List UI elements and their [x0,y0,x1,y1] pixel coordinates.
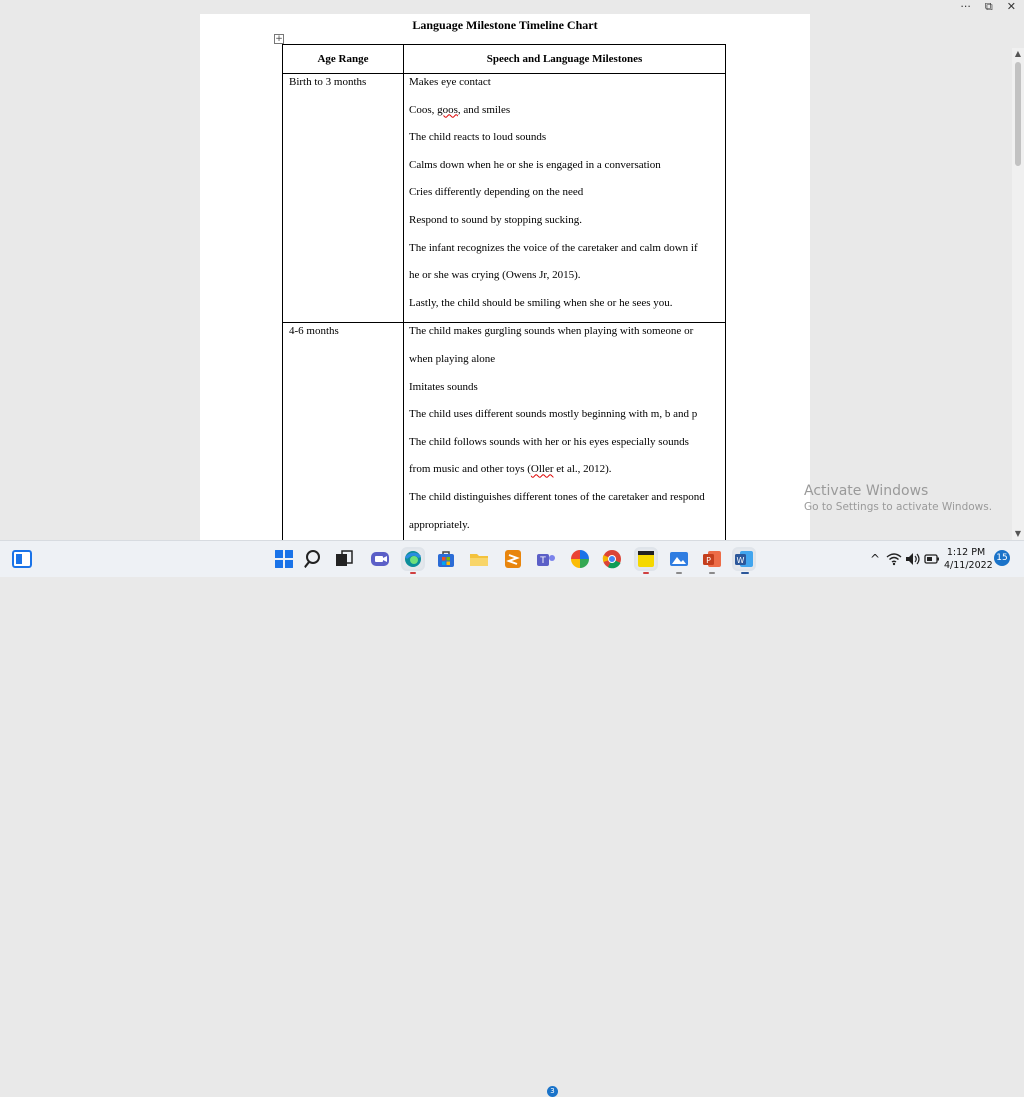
milestone-line: The child distinguishes different tones of the caretaker and respond [409,490,705,503]
milestones-table [282,44,726,540]
photos-icon[interactable] [669,549,689,569]
header-milestones: Speech and Language Milestones [404,45,726,74]
milestone-line: Cries differently depending on the need [409,186,584,199]
milestone-line: when playing alone [409,352,496,365]
taskbar [0,540,1024,1095]
spelling-error-mark[interactable]: Oller [530,463,554,476]
milestone-line: The child reacts to loud sounds [409,131,547,144]
spelling-error-mark[interactable]: goos [437,103,458,116]
more-options-icon[interactable]: ··· [960,0,971,13]
edge-browser-icon[interactable] [403,549,423,569]
window-controls [960,0,1024,14]
age-range-cell[interactable]: 4-6 months [283,323,404,540]
restore-window-icon[interactable]: ⧉ [984,0,993,13]
milestone-line: he or she was crying (Owens Jr, 2015). [409,269,581,282]
show-hidden-icons-chevron-icon[interactable]: ^ [870,552,881,566]
powerpoint-running-indicator [709,572,715,574]
clock-time: 1:12 PM [946,547,986,558]
start-menu-icon[interactable] [274,549,294,569]
svg-text:P: P [706,556,711,565]
milestone-line: Imitates sounds [409,380,478,393]
svg-text:T: T [540,556,546,566]
document-page[interactable] [200,14,810,540]
milestone-line: appropriately. [409,518,470,531]
battery-icon[interactable] [924,552,940,566]
scroll-up-arrow-icon[interactable]: ▲ [1014,49,1022,58]
header-age-range: Age Range [283,45,404,74]
teams-notification-badge: 3 [547,1086,558,1097]
milestone-line: from music and other toys (Oller et al., 2012). [409,463,612,476]
file-explorer-icon[interactable] [469,549,489,569]
milestone-line: Makes eye contact [409,76,491,88]
milestone-line: The child makes gurgling sounds when playing with someone or [409,325,694,338]
scrollbar-thumb[interactable] [1015,62,1021,166]
milestone-line: The child follows sounds with her or his eyes especially sounds [409,435,689,448]
edge-running-indicator [410,572,416,574]
volume-icon[interactable] [905,551,921,567]
table-row [283,74,726,323]
photos-running-indicator [676,572,682,574]
age-range-cell[interactable]: Birth to 3 months [283,74,404,323]
close-window-icon[interactable]: ✕ [1006,0,1016,13]
chrome-icon[interactable] [602,549,622,569]
watermark-title: Activate Windows [804,483,929,499]
vertical-scrollbar[interactable] [1012,48,1024,540]
scroll-down-arrow-icon[interactable]: ▼ [1014,529,1022,538]
table-row [283,323,726,540]
word-running-indicator [741,572,749,574]
teams-chat-icon[interactable] [370,549,390,569]
clock[interactable] [944,546,993,572]
svg-text:W: W [736,556,745,565]
task-view-icon[interactable] [334,549,354,569]
teams-icon[interactable] [536,549,556,569]
table-header-row [283,45,726,74]
milestone-line: Lastly, the child should be smiling when she or he sees you. [409,296,673,309]
milestones-cell[interactable] [404,323,726,540]
watermark-subtitle: Go to Settings to activate Windows. [804,501,993,513]
document-title: Language Milestone Timeline Chart [412,18,598,32]
table-move-handle-icon[interactable]: + [275,34,283,44]
word-icon[interactable] [734,549,754,569]
sublime-text-icon[interactable] [503,549,523,569]
wifi-icon[interactable] [886,551,902,567]
pinwheel-app-icon[interactable] [570,549,590,569]
milestones-cell[interactable] [404,74,726,323]
milestone-line: The child uses different sounds mostly beginning with m, b and p [409,408,698,421]
notification-count-badge[interactable]: 15 [994,550,1010,566]
milestone-line: Coos, goos, and smiles [409,103,511,116]
store-icon[interactable] [436,549,456,569]
powerpoint-icon[interactable] [702,549,722,569]
activate-windows-watermark [804,482,992,514]
milestone-line: Calms down when he or she is engaged in a conversation [409,158,661,171]
milestone-line: The infant recognizes the voice of the caretaker and calm down if [409,241,698,254]
search-icon[interactable] [304,549,324,569]
milestone-line: Respond to sound by stopping sucking. [409,213,582,226]
sticky-notes-icon[interactable] [636,549,656,569]
clock-date: 4/11/2022 [944,560,993,571]
sticky-notes-running-indicator [643,572,649,574]
widgets-icon[interactable] [12,549,32,569]
